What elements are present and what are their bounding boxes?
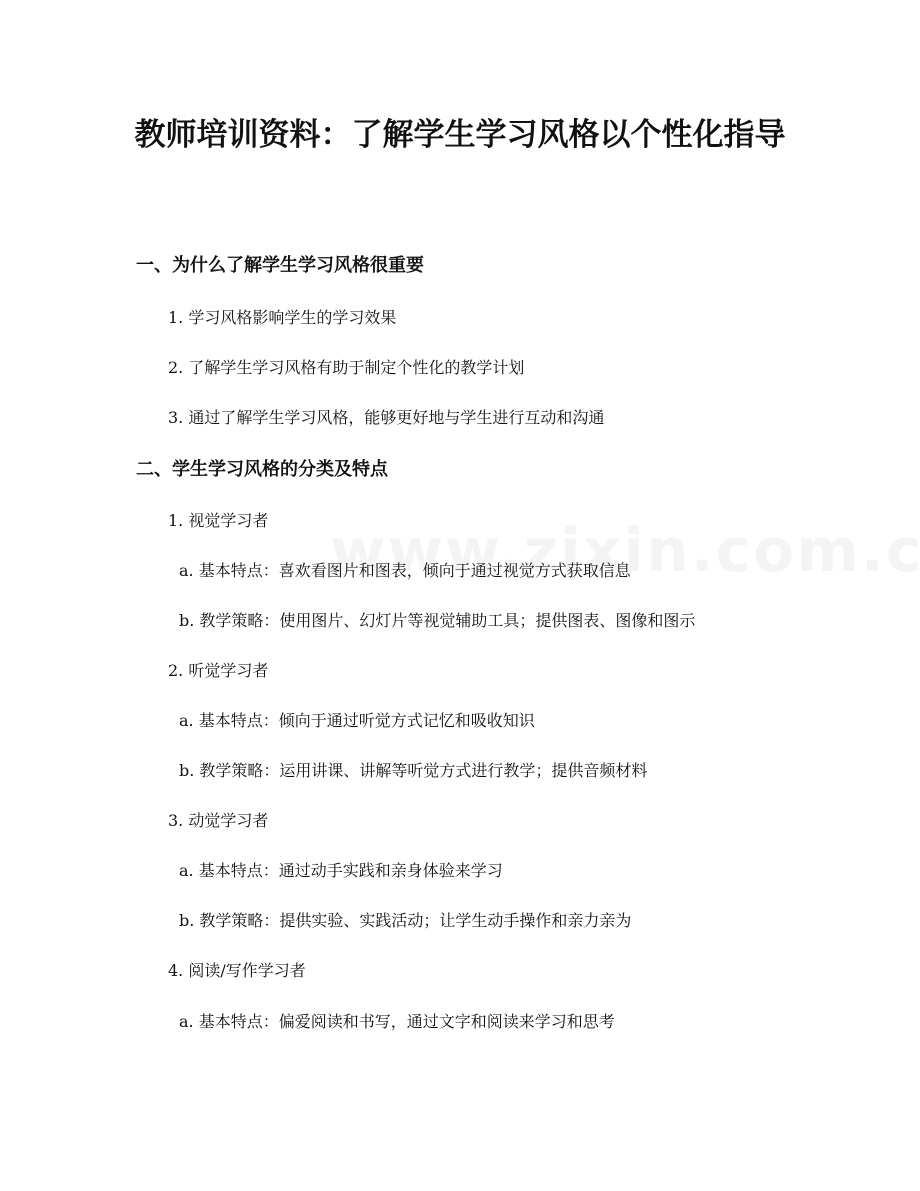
list-item: 1. 视觉学习者 bbox=[168, 511, 269, 530]
list-item: 3. 通过了解学生学习风格，能够更好地与学生进行互动和沟通 bbox=[168, 408, 605, 427]
sub-list-item: b. 教学策略：提供实验、实践活动；让学生动手操作和亲力亲为 bbox=[179, 911, 632, 930]
list-item: 4. 阅读/写作学习者 bbox=[168, 961, 306, 980]
list-item: 2. 了解学生学习风格有助于制定个性化的教学计划 bbox=[168, 358, 525, 377]
section-heading: 二、学生学习风格的分类及特点 bbox=[136, 459, 388, 480]
sub-list-item: a. 基本特点：偏爱阅读和书写，通过文字和阅读来学习和思考 bbox=[179, 1012, 615, 1031]
sub-list-item: b. 教学策略：运用讲课、讲解等听觉方式进行教学；提供音频材料 bbox=[179, 761, 648, 780]
list-item: 3. 动觉学习者 bbox=[168, 811, 269, 830]
document-title: 教师培训资料：了解学生学习风格以个性化指导 bbox=[134, 117, 786, 153]
sub-list-item: b. 教学策略：使用图片、幻灯片等视觉辅助工具；提供图表、图像和图示 bbox=[179, 611, 696, 630]
sub-list-item: a. 基本特点：通过动手实践和亲身体验来学习 bbox=[179, 861, 503, 880]
sub-list-item: a. 基本特点：倾向于通过听觉方式记忆和吸收知识 bbox=[179, 711, 535, 730]
list-item: 1. 学习风格影响学生的学习效果 bbox=[168, 308, 397, 327]
sub-list-item: a. 基本特点：喜欢看图片和图表，倾向于通过视觉方式获取信息 bbox=[179, 561, 631, 580]
list-item: 2. 听觉学习者 bbox=[168, 661, 269, 680]
section-heading: 一、为什么了解学生学习风格很重要 bbox=[136, 255, 424, 276]
